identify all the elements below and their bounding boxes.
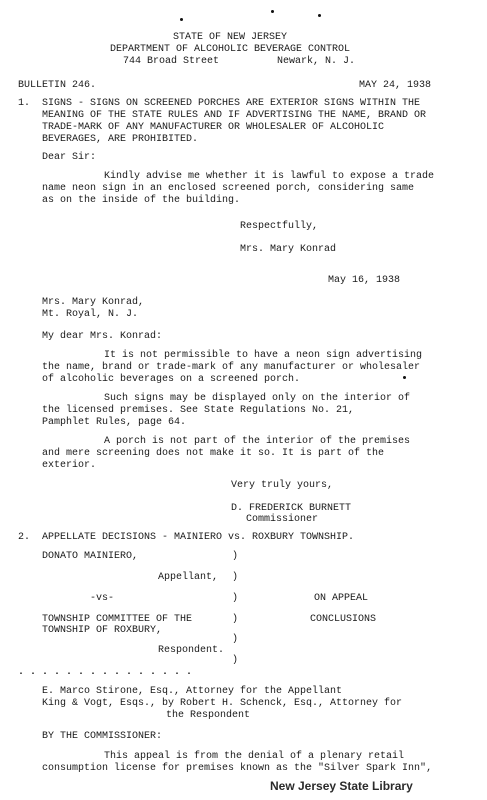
caption-bracket: ) [232,655,239,666]
letter-line: as on the inside of the building. [42,195,241,206]
ink-speck [403,376,406,379]
caption-bracket: ) [232,614,239,625]
letter-salutation: Dear Sir: [42,152,97,163]
item1-title-line: TRADE-MARK OF ANY MANUFACTURER OR WHOLESALER OF ALCOHOLIC [42,122,385,133]
addressee-line: Mt. Royal, N. J. [42,309,139,320]
caption-bracket: ) [232,572,239,583]
ink-speck [180,18,183,21]
reply-para3-line: exterior. [42,460,97,471]
reply-para1-line: It is not permissible to have a neon sign advertising [104,350,423,361]
case-label-conclusions: CONCLUSIONS [310,614,377,625]
reply-para2-line: Such signs may be displayed only on the interior of [104,393,411,404]
commissioner-name: D. FREDERICK BURNETT [231,503,352,514]
header-street: 744 Broad Street [123,56,220,67]
caption-bracket: ) [232,551,239,562]
letter-line: Kindly advise me whether it is lawful to expose a trade [104,171,435,182]
caption-bracket: ) [232,634,239,645]
header-city: Newark, N. J. [277,56,356,67]
party-respondent-line: TOWNSHIP COMMITTEE OF THE [42,614,193,625]
bulletin-date: MAY 24, 1938 [359,80,432,91]
reply-para2-line: Pamphlet Rules, page 64. [42,417,187,428]
commissioner-title: Commissioner [246,514,319,525]
appellant-role: Appellant, [158,572,219,583]
reply-para2-line: the licensed premises. See State Regulations No. 21, [42,405,355,416]
ink-speck [318,14,321,17]
letter-signer: Mrs. Mary Konrad [240,244,337,255]
reply-para3-line: and mere screening does not make it so. It is part of the [42,448,385,459]
item2-title: APPELLATE DECISIONS - MAINIERO vs. ROXBURY TOWNSHIP. [42,532,355,543]
reply-date: May 16, 1938 [328,275,401,286]
attorney-line: King & Vogt, Esqs., by Robert H. Schenck, Esq., Attorney for [42,698,403,709]
item1-title-line: SIGNS - SIGNS ON SCREENED PORCHES ARE EXTERIOR SIGNS WITHIN THE [42,98,421,109]
reply-para1-line: of alcoholic beverages on a screened porch. [42,374,301,385]
respondent-role: Respondent. [158,645,225,656]
header-state: STATE OF NEW JERSEY [172,32,288,43]
item2-number: 2. [18,532,31,543]
bulletin-number: BULLETIN 246. [18,80,97,91]
item1-title-line: BEVERAGES, ARE PROHIBITED. [42,134,199,145]
item1-title-line: MEANING OF THE STATE RULES AND IF ADVERTISING THE NAME, BRAND OR [42,110,427,121]
library-watermark: New Jersey State Library [270,779,413,793]
body-line: consumption license for premises known as the "Silver Spark Inn", [42,763,433,774]
by-commissioner: BY THE COMMISSIONER: [42,731,163,742]
versus: -vs- [90,593,115,604]
party-respondent-line: TOWNSHIP OF ROXBURY, [42,625,163,636]
letter-closing: Respectfully, [240,221,319,232]
separator-dots: . . . . . . . . . . . . . . . [18,667,193,678]
reply-para1-line: the name, brand or trade-mark of any manufacturer or wholesaler [42,362,421,373]
attorney-line: E. Marco Stirone, Esq., Attorney for the Appellant [42,686,343,697]
reply-para3-line: A porch is not part of the interior of the premises [104,436,411,447]
case-label-on-appeal: ON APPEAL [314,593,369,604]
letter-line: name neon sign in an enclosed screened porch, considering same [42,183,415,194]
addressee-line: Mrs. Mary Konrad, [42,297,145,308]
caption-bracket: ) [232,593,239,604]
ink-speck [271,10,274,13]
reply-closing: Very truly yours, [231,480,334,491]
party-appellant: DONATO MAINIERO, [42,551,139,562]
header-department: DEPARTMENT OF ALCOHOLIC BEVERAGE CONTROL [110,44,351,55]
reply-salutation: My dear Mrs. Konrad: [42,331,163,342]
attorney-line: the Respondent [166,710,251,721]
item1-number: 1. [18,98,31,109]
body-line: This appeal is from the denial of a plenary retail [104,751,405,762]
